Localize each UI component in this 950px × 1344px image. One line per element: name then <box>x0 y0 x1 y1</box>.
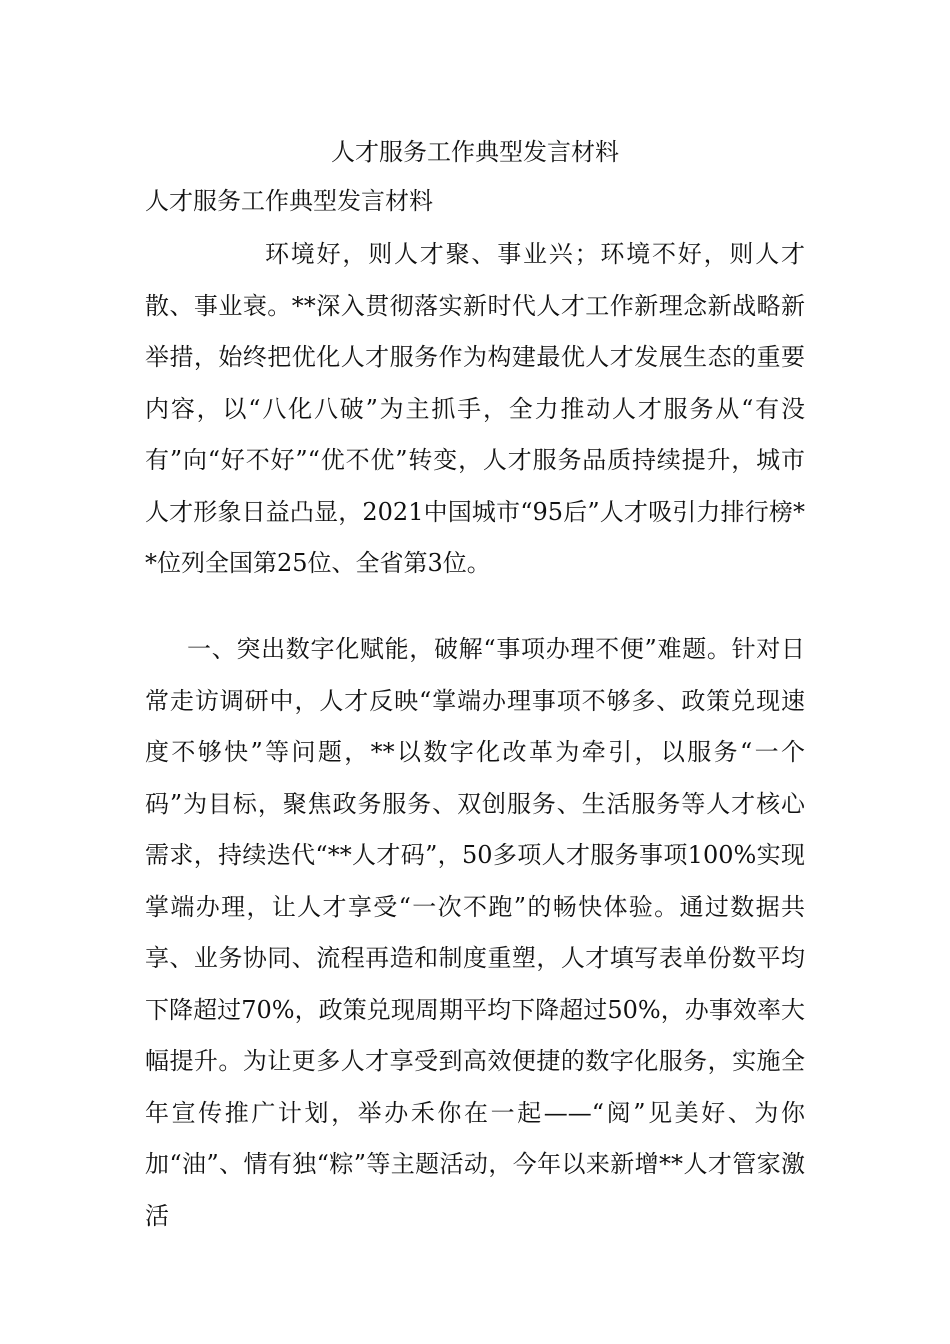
intro-paragraph: 环境好，则人才聚、事业兴；环境不好，则人才散、事业衰。**深入贯彻落实新时代人才工作新理念新战略新举措，始终把优化人才服务作为构建最优人才发展生态的重要内容，以“八化八破”为主抓手，全力推动人才服务从“有没有”向“好不好”“优不优”转变，人才服务品质持续提升，城市人才形象日益凸显，2021中国城市“95后”人才吸引力排行榜**位列全国第25位、全省第3位。 <box>145 240 805 577</box>
document-title: 人才服务工作典型发言材料 <box>331 138 619 166</box>
section-one-paragraph: 一、突出数字化赋能，破解“事项办理不便”难题。针对日常走访调研中，人才反映“掌端办理事项不够多、政策兑现速度不够快”等问题，**以数字化改革为牵引，以服务“一个码”为目标，聚焦政务服务、双创服务、生活服务等人才核心需求，持续迭代“**人才码”，50多项人才服务事项100%实现掌端办理，让人才享受“一次不跑”的畅快体验。通过数据共享、业务协同、流程再造和制度重塑，人才填写表单份数平均下降超过70%，政策兑现周期平均下降超过50%，办事效率大幅提升。为让更多人才享受到高效便捷的数字化服务，实施全年宣传推广计划，举办禾你在一起——“阅”见美好、为你加“油”、情有独“粽”等主题活动，今年以来新增**人才管家激活 <box>145 635 805 1230</box>
document-subtitle: 人才服务工作典型发言材料 <box>145 187 433 215</box>
